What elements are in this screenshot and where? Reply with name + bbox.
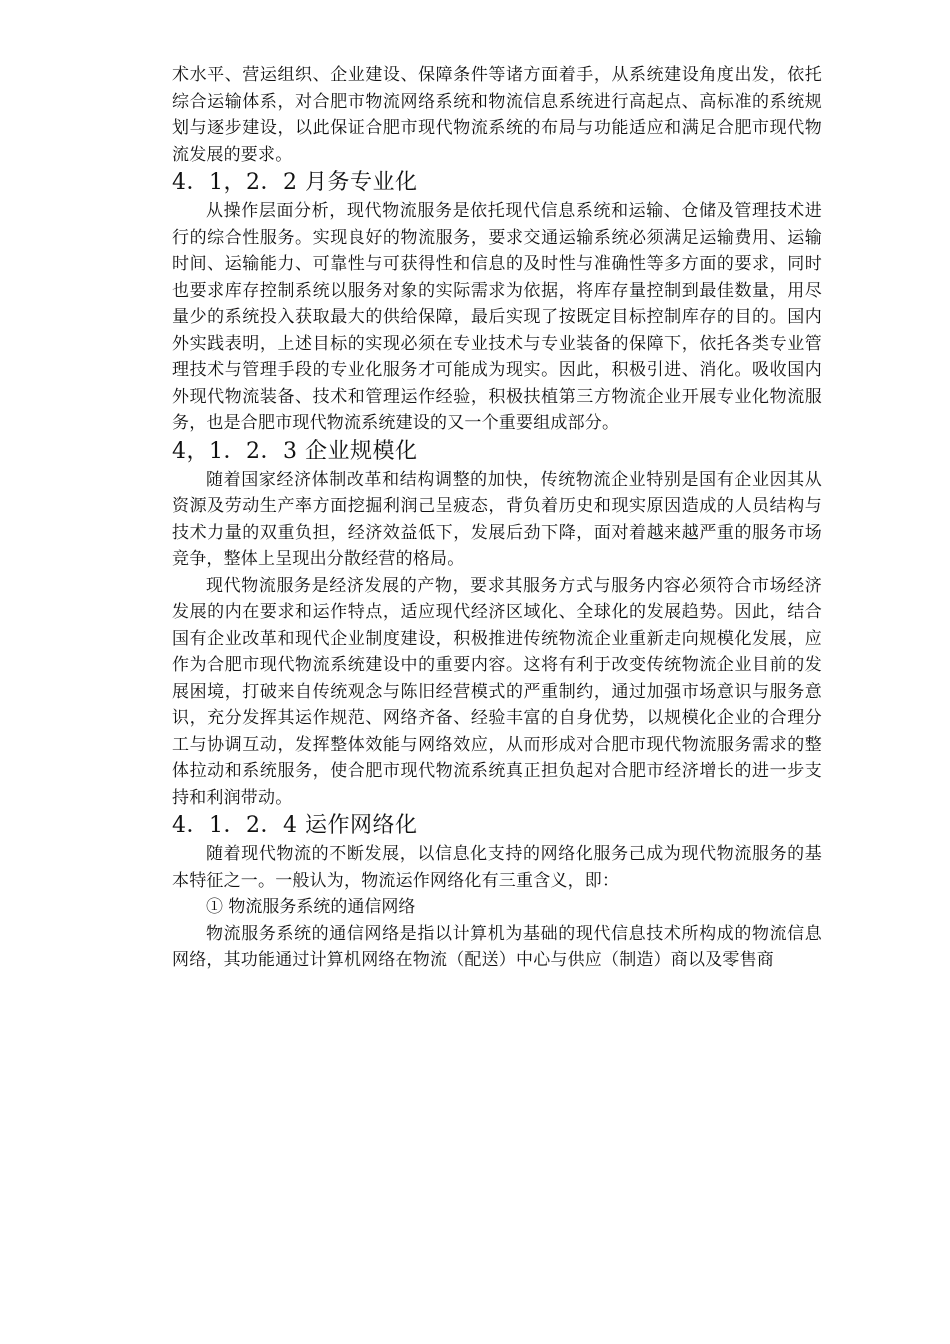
paragraph-intro-continued: 术水平、营运组织、企业建设、保障条件等诸方面着手，从系统建设角度出发，依托综合运输体系，对合肥市物流网络系统和物流信息系统进行高起点、高标准的系统规划与逐步建设，以此保证合肥市现代物流系统的布局与功能适应和满足合肥市现代物流发展的要求。 — [172, 65, 822, 165]
paragraph-enterprise-scale-2: 现代物流服务是经济发展的产物，要求其服务方式与服务内容必须符合市场经济发展的内在要求和运作特点，适应现代经济区域化、全球化的发展趋势。因此，结合国有企业改革和现代企业制度建设，积极推进传统物流企业重新走向规模化发展，应作为合肥市现代物流系统建设中的重要内容。这将有利于改变传统物流企业目前的发展困境，打破来自传统观念与陈旧经营模式的严重制约，通过加强市场意识与服务意识，充分发挥其运作规范、网络齐备、经验丰富的自身优势，以规模化企业的合理分工与协调互动，发挥整体效能与网络效应，从而形成对合肥市现代物流服务需求的整体拉动和系统服务，使合肥市现代物流系统真正担负起对合肥市经济增长的进一步支持和利润带动。 — [172, 575, 822, 808]
document-page — [172, 62, 822, 974]
section-heading-4-1-2-4: 4．1．2．4 运作网络化 — [172, 813, 418, 838]
section-heading-4-1-2-3: 4，1．2．3 企业规模化 — [172, 438, 418, 464]
paragraph-service-specialization: 从操作层面分析，现代物流服务是依托现代信息系统和运输、仓储及管理技术进行的综合性服务。实现良好的物流服务，要求交通运输系统必须满足运输费用、运输时间、运输能力、可靠性与可获得性和信息的及时性与准确性等多方面的要求，同时也要求库存控制系统以服务对象的实际需求为依据，将库存量控制到最佳数量，用尽量少的系统投入获取最大的供给保障，最后实现了按既定目标控制库存的目的。国内外实践表明，上述目标的实现必须在专业技术与专业装备的保障下，依托各类专业管理技术与管理手段的专业化服务才可能成为现实。因此，积极引进、消化。吸收国内外现代物流装备、技术和管理运作经验，积极扶植第三方物流企业开展专业化物流服务，也是合肥市现代物流系统建设的又一个重要组成部分。 — [172, 201, 822, 433]
paragraph-communication-network: 物流服务系统的通信网络是指以计算机为基础的现代信息技术所构成的物流信息网络，其功能通过计算机网络在物流（配送）中心与供应（制造）商以及零售商 — [172, 923, 822, 970]
list-item-communication-network: ① 物流服务系统的通信网络 — [206, 897, 416, 917]
paragraph-enterprise-scale-1: 随着国家经济体制改革和结构调整的加快，传统物流企业特别是国有企业因其从资源及劳动生产率方面挖掘利润己呈疲态，背负着历史和现实原因造成的人员结构与技术力量的双重负担，经济效益低下，发展后劲下降，面对着越来越严重的服务市场竞争，整体上呈现出分散经营的格局。 — [172, 469, 822, 569]
section-heading-4-1-2-2: 4．1，2．2 月务专业化 — [172, 170, 418, 195]
paragraph-network-operation: 随着现代物流的不断发展，以信息化支持的网络化服务己成为现代物流服务的基本特征之一。一般认为，物流运作网络化有三重含义，即： — [172, 844, 822, 891]
